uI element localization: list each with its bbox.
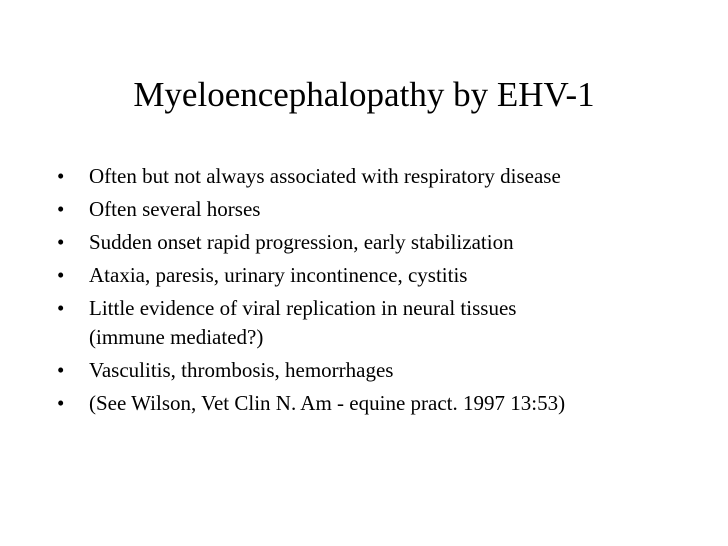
bullet-text: Ataxia, paresis, urinary incontinence, cystitis — [89, 263, 468, 287]
bullet-text: (See Wilson, Vet Clin N. Am - equine pract. 1997 13:53) — [89, 391, 566, 415]
bullet-icon: • — [57, 391, 65, 415]
bullet-text: Sudden onset rapid progression, early stabilization — [89, 230, 514, 254]
bullet-item — [57, 195, 717, 224]
bullet-item — [57, 356, 717, 385]
bullet-icon: • — [57, 230, 65, 254]
bullet-text: Vasculitis, thrombosis, hemorrhages — [89, 358, 394, 382]
bullet-icon: • — [57, 164, 65, 188]
slide-title: Myeloencephalopathy by EHV-1 — [133, 75, 595, 114]
bullet-text: Little evidence of viral replication in neural tissues — [89, 296, 517, 320]
bullet-item — [57, 228, 717, 257]
bullet-item — [57, 261, 717, 290]
bullet-icon: • — [57, 296, 65, 320]
bullet-icon: • — [57, 263, 65, 287]
bullet-item — [57, 294, 717, 352]
bullet-list — [57, 162, 717, 422]
bullet-text: Often several horses — [89, 197, 261, 221]
bullet-icon: • — [57, 197, 65, 221]
bullet-icon: • — [57, 358, 65, 382]
bullet-item — [57, 389, 717, 418]
bullet-text-continuation: (immune mediated?) — [89, 325, 264, 349]
bullet-text: Often but not always associated with respiratory disease — [89, 164, 561, 188]
bullet-item — [57, 162, 717, 191]
